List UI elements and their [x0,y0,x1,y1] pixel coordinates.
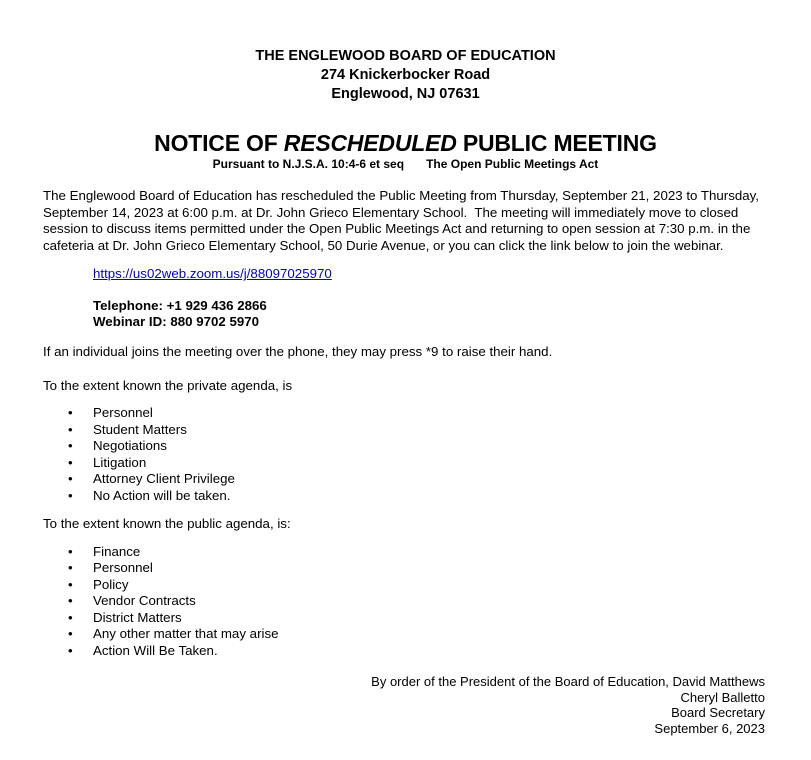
private-agenda-item: • Attorney Client Privilege [43,471,811,488]
address-line-1: 274 Knickerbocker Road [320,67,491,83]
phone-details [93,298,768,330]
webinar-link[interactable]: https://us02web.zoom.us/j/88097025970 [93,266,332,281]
notice-title [0,130,811,157]
notice-title-rescheduled: RESCHEDULED [283,130,457,156]
notice-body-paragraph: The Englewood Board of Education has rescheduled the Public Meeting from Thursday, September 21, 2023 to Thursday, September 14, 2023 at 6:00 p.m. at Dr. John Grieco Elementary School. The meeting will immediately move to closed session to discuss items permitted under the Open Public Meetings Act and returning to open session at 7:30 p.m. in the cafeteria at Dr. John Grieco Elementary School, 50 Durie Avenue, or you can click the link below to join the webinar. [43,188,763,253]
statute-reference: Pursuant to N.J.S.A. 10:4-6 et seq [212,157,405,171]
notice-title-post: PUBLIC MEETING [456,130,657,156]
phone-instruction-note: If an individual joins the meeting over the phone, they may press *9 to raise their hand. [43,344,553,359]
private-agenda-item: • Student Matters [43,422,811,439]
private-agenda-list [0,405,811,504]
private-agenda-item: • Litigation [43,455,811,472]
signature-block [43,674,765,736]
public-agenda-item: • Any other matter that may arise [43,626,811,643]
document-header [0,0,811,104]
private-agenda-item: • No Action will be taken. [43,488,811,505]
notice-date: September 6, 2023 [654,720,765,736]
telephone-line: Telephone: +1 929 436 2866 [93,298,267,313]
notice-title-pre: NOTICE OF [154,130,284,156]
public-agenda-item: • Vendor Contracts [43,593,811,610]
by-order-line: By order of the President of the Board of Education, David Matthews [371,674,765,689]
public-agenda-heading: To the extent known the public agenda, is: [43,516,291,531]
public-agenda-item: • Action Will Be Taken. [43,643,811,660]
private-agenda-item: • Negotiations [43,438,811,455]
public-agenda-item: • Personnel [43,560,811,577]
public-agenda-list [0,544,811,660]
private-agenda-item: • Personnel [43,405,811,422]
secretary-title: Board Secretary [671,705,765,720]
secretary-name: Cheryl Balletto [680,689,765,705]
public-agenda-item: • Finance [43,544,811,561]
address-line-2: Englewood, NJ 07631 [331,86,480,102]
webinar-link-row [93,266,768,282]
notice-subtitle [0,157,811,172]
act-name: The Open Public Meetings Act [426,157,599,171]
public-agenda-item: • District Matters [43,610,811,627]
webinar-id-line: Webinar ID: 880 9702 5970 [93,314,260,329]
organization-name: THE ENGLEWOOD BOARD OF EDUCATION [255,48,556,64]
private-agenda-heading: To the extent known the private agenda, is [43,377,293,393]
public-agenda-item: • Policy [43,577,811,594]
